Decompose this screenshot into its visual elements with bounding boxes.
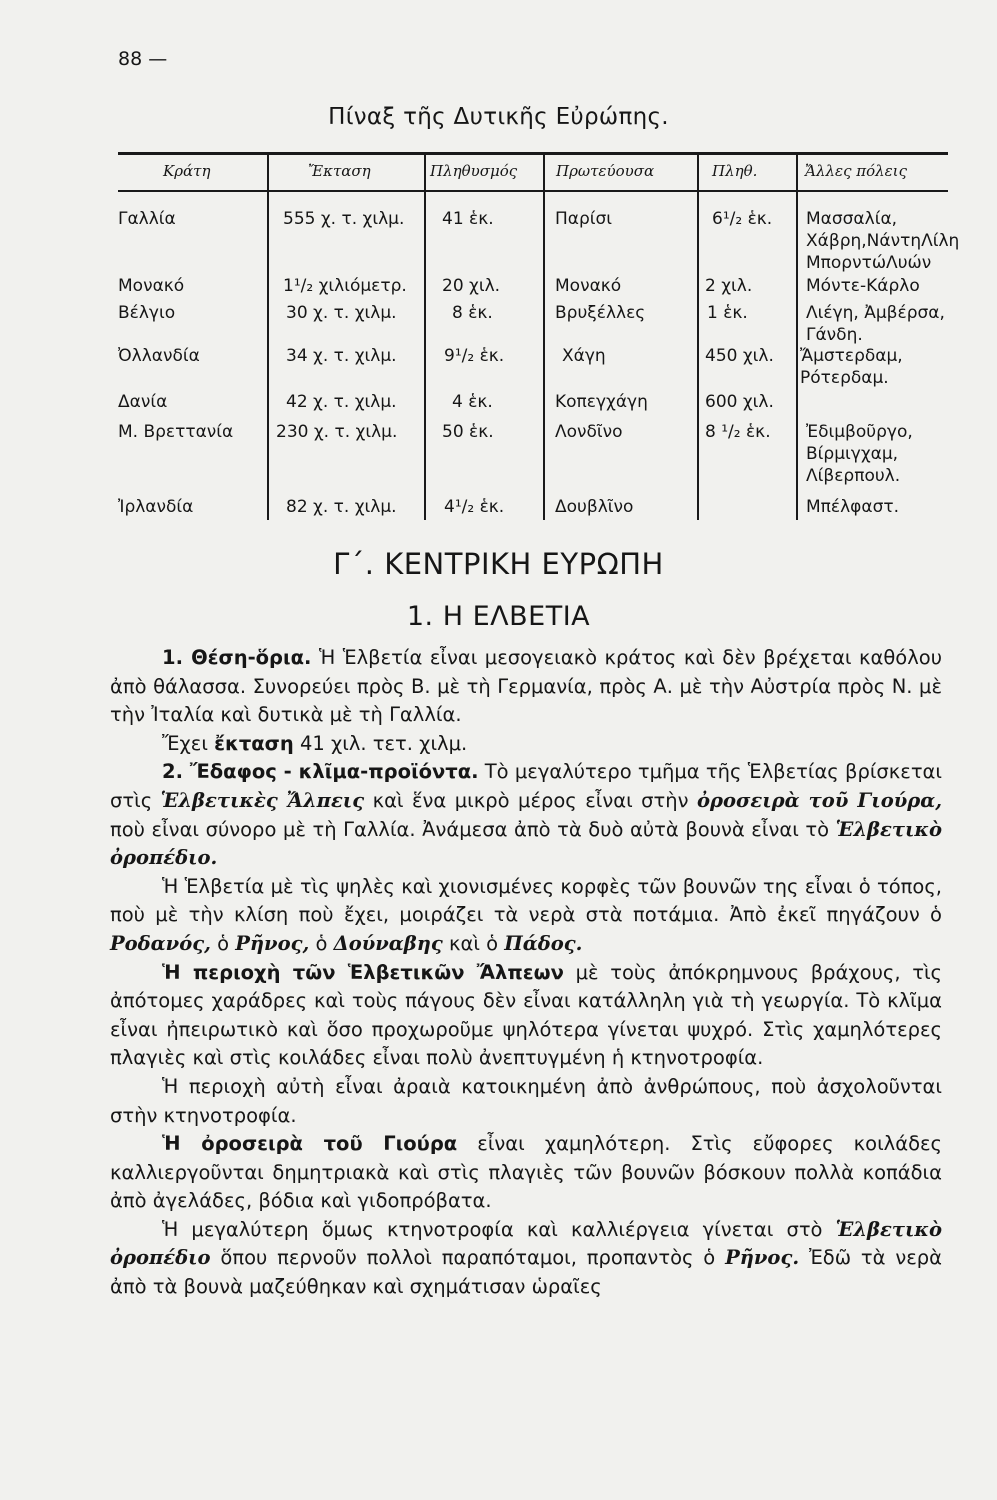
table-cell-capital: Κοπεγχάγη: [555, 392, 648, 412]
table-cell-state: Ὀλλανδία: [118, 346, 200, 366]
paragraph-heading: Ἡ ὀροσειρὰ τοῦ Γιούρα: [162, 1132, 458, 1156]
table-cell-other-cities: Μασσαλία, Χάβρη,ΝάντηΛίλη ΜπορντώΛυών: [806, 209, 960, 273]
table-title: Πίναξ τῆς Δυτικῆς Εὐρώπης.: [328, 104, 669, 130]
body-text: [110, 644, 942, 1302]
table-cell-population: 9¹/₂ ἑκ.: [444, 346, 505, 366]
header-other-cities: Ἄλλες πόλεις: [805, 162, 907, 180]
table-cell-other-cities: Ἐδιμβοῦργο, Βίρμιγχαμ, Λίβερπουλ.: [806, 422, 913, 486]
table-cell-other-cities: Μόντε-Κάρλο: [806, 276, 920, 296]
paragraph-heading: 2. Ἔδαφος - κλῖμα-προϊόντα.: [162, 760, 479, 784]
emphasis: Ἑλβετικὸ ὀροπέδιο: [110, 1217, 942, 1270]
paragraph-text: Ἡ Ἑλβετία μὲ τὶς ψηλὲς καὶ χιονισμένες κορφὲς τῶν βουνῶν της εἶναι ὁ τόπος, ποὺ μὲ τὴν κλίση ποὺ ἔχει, μοιράζει τὰ νερὰ στὰ ποτάμια. Ἀπὸ ἐκεῖ πηγάζουν ὁ: [110, 874, 942, 927]
table-cell-capital-population: 450 χιλ.: [705, 346, 774, 366]
table-cell-capital-population: 600 χιλ.: [705, 392, 774, 412]
paragraph-text: καὶ ἕνα μικρὸ μέρος εἶναι στὴν: [364, 788, 697, 812]
table-cell-population: 20 χιλ.: [442, 276, 501, 296]
column-divider: [697, 155, 699, 520]
paragraph: [110, 1130, 942, 1216]
table-cell-state: Δανία: [118, 392, 168, 412]
paragraph: [110, 758, 942, 872]
table-cell-state: Μονακό: [118, 276, 185, 296]
table-cell-capital: Μονακό: [555, 276, 622, 296]
table-cell-area: 42 χ. τ. χιλμ.: [286, 392, 397, 412]
column-divider: [796, 155, 798, 520]
table-cell-capital-population: 1 ἑκ.: [707, 303, 748, 323]
paragraph-text: Ἡ περιοχὴ αὐτὴ εἶναι ἀραιὰ κατοικημένη ἀπὸ ἀνθρώπους, ποὺ ἀσχολοῦνται στὴν κτηνοτροφία.: [110, 1074, 942, 1127]
table-cell-other-cities: Λιέγη, Ἀμβέρσα, Γάνδη.: [806, 303, 945, 345]
table-cell-capital: Βρυξέλλες: [555, 303, 646, 323]
paragraph: [110, 644, 942, 730]
emphasis: Ἑλβετικὸ ὀροπέδιο.: [110, 817, 942, 870]
table-cell-capital-population: 6¹/₂ ἑκ.: [712, 209, 773, 229]
table-cell-other-cities: Μπέλφαστ.: [806, 497, 899, 517]
header-capital-population: Πληθ.: [712, 162, 758, 180]
emphasis: ὀροσειρὰ τοῦ Γιούρα,: [697, 788, 942, 812]
table-cell-area: 230 χ. τ. χιλμ.: [276, 422, 398, 442]
table-cell-population: 50 ἑκ.: [442, 422, 494, 442]
table-cell-capital: Δουβλῖνο: [555, 497, 634, 517]
paragraph-text: Ἡ Ἑλβετία εἶναι μεσογειακὸ κράτος καὶ δὲν βρέχεται καθόλου ἀπὸ θάλασσα. Συνορεύει πρὸς Β. μὲ τὴ Γερμανία, πρὸς Α. μὲ τὴν Αὐστρία πρὸς Ν. μὲ τὴν Ἰταλία καὶ δυτικὰ μὲ τὴ Γαλλία.: [110, 646, 942, 727]
table-header-rule: [118, 190, 948, 192]
paragraph-text: ὁ: [309, 931, 334, 955]
paragraph-text: εἶναι χαμηλότερη. Στὶς εὔφορες κοιλάδες καλλιεργοῦνται δημητριακὰ καὶ στὶς πλαγιὲς τῶν βουνῶν βόσκουν πολλὰ κοπάδια ἀπὸ ἀγελάδες, βόδια καὶ γιδοπρόβατα.: [110, 1132, 942, 1213]
paragraph: [110, 1073, 942, 1130]
paragraph-heading: 1. Θέση-ὅρια.: [162, 646, 312, 669]
emphasis: Ροδανός,: [110, 931, 211, 955]
table-cell-state: Βέλγιο: [118, 303, 176, 323]
table-cell-area: 34 χ. τ. χιλμ.: [286, 346, 397, 366]
section-title: Γ΄. ΚΕΝΤΡΙΚΗ ΕΥΡΩΠΗ: [333, 547, 664, 581]
emphasis: ἔκταση: [214, 731, 294, 755]
table-cell-capital-population: 2 χιλ.: [705, 276, 753, 296]
table-cell-state: Μ. Βρεττανία: [118, 422, 234, 442]
paragraph: [110, 959, 942, 1073]
column-divider: [424, 155, 426, 520]
paragraph: [110, 730, 942, 759]
page-number: 88 —: [118, 48, 168, 70]
table-cell-area: 1¹/₂ χιλιόμετρ.: [283, 276, 407, 296]
table-cell-area: 30 χ. τ. χιλμ.: [286, 303, 397, 323]
table-top-rule: [118, 152, 948, 155]
emphasis: Ρῆνος.: [725, 1246, 800, 1270]
paragraph-text: ποὺ εἶναι σύνορο μὲ τὴ Γαλλία. Ἀνάμεσα ἀπὸ τὰ δυὸ αὐτὰ βουνὰ εἶναι τὸ: [110, 817, 836, 841]
paragraph-text: ὁ: [210, 931, 236, 955]
table-cell-capital: Παρίσι: [555, 209, 613, 229]
table-cell-other-cities: Ἄμστερδαμ, Ρότερδαμ.: [800, 346, 903, 388]
paragraph: [110, 873, 942, 959]
paragraph-text: Ἐδῶ τὰ νερὰ ἀπὸ τὰ βουνὰ μαζεύθηκαν καὶ σχημάτισαν ὡραῖες: [110, 1246, 943, 1299]
paragraph-text: μὲ τοὺς ἀπόκρημνους βράχους, τὶς ἀπότομες χαράδρες καὶ τοὺς πάγους δὲν εἶναι κατάλληλη γιὰ τὴ γεωργία. Τὸ κλῖμα εἶναι ἠπειρωτικὸ καὶ ὅσο προχωροῦμε ψηλότερα γίνεται ψυχρό. Στὶς χαμηλότερες πλαγιὲς καὶ στὶς κοιλάδες εἶναι πολὺ ἀνεπτυγμένη ἡ κτηνοτροφία.: [110, 960, 942, 1070]
subsection-title: 1. Η ΕΛΒΕΤΙΑ: [406, 601, 591, 632]
table-cell-area: 82 χ. τ. χιλμ.: [286, 497, 397, 517]
emphasis: Πάδος.: [504, 931, 583, 955]
header-states: Κράτη: [163, 162, 211, 180]
header-area: Ἔκταση: [308, 162, 371, 180]
column-divider: [543, 155, 545, 520]
paragraph-text: Τὸ μεγαλύτερο τμῆμα τῆς Ἑλβετίας βρίσκεται στὶς: [110, 760, 943, 812]
column-divider: [267, 155, 269, 520]
emphasis: Ρῆνος,: [235, 931, 310, 955]
table-cell-capital: Χάγη: [562, 346, 606, 366]
table-cell-capital-population: 8 ¹/₂ ἑκ.: [705, 422, 771, 442]
table-cell-population: 4 ἑκ.: [452, 392, 493, 412]
table-cell-state: Γαλλία: [118, 209, 176, 229]
table-cell-state: Ἰρλανδία: [118, 497, 194, 517]
paragraph-text: 41 χιλ. τετ. χιλμ.: [293, 731, 468, 755]
paragraph-text: ὅπου περνοῦν πολλοὶ παραπόταμοι, προπαντὸς ὁ: [210, 1246, 726, 1270]
emphasis: Δούναβης: [333, 931, 443, 955]
emphasis: Ἑλβετικὲς Ἄλπεις: [160, 788, 365, 812]
paragraph-heading: Ἡ περιοχὴ τῶν Ἑλβετικῶν Ἄλπεων: [162, 960, 564, 984]
paragraph-text: καὶ ὁ: [442, 931, 505, 955]
paragraph-text: Ἔχει: [162, 731, 215, 755]
table-cell-area: 555 χ. τ. χιλμ.: [283, 209, 405, 229]
header-capital: Πρωτεύουσα: [556, 162, 655, 180]
table-cell-capital: Λονδῖνο: [555, 422, 623, 442]
table-cell-population: 41 ἑκ.: [442, 209, 494, 229]
table-cell-population: 8 ἑκ.: [452, 303, 493, 323]
header-population: Πληθυσμός: [430, 162, 518, 180]
table-cell-population: 4¹/₂ ἑκ.: [444, 497, 505, 517]
paragraph-text: Ἡ μεγαλύτερη ὅμως κτηνοτροφία καὶ καλλιέργεια γίνεται στὸ: [162, 1217, 836, 1241]
paragraph: [110, 1216, 942, 1302]
